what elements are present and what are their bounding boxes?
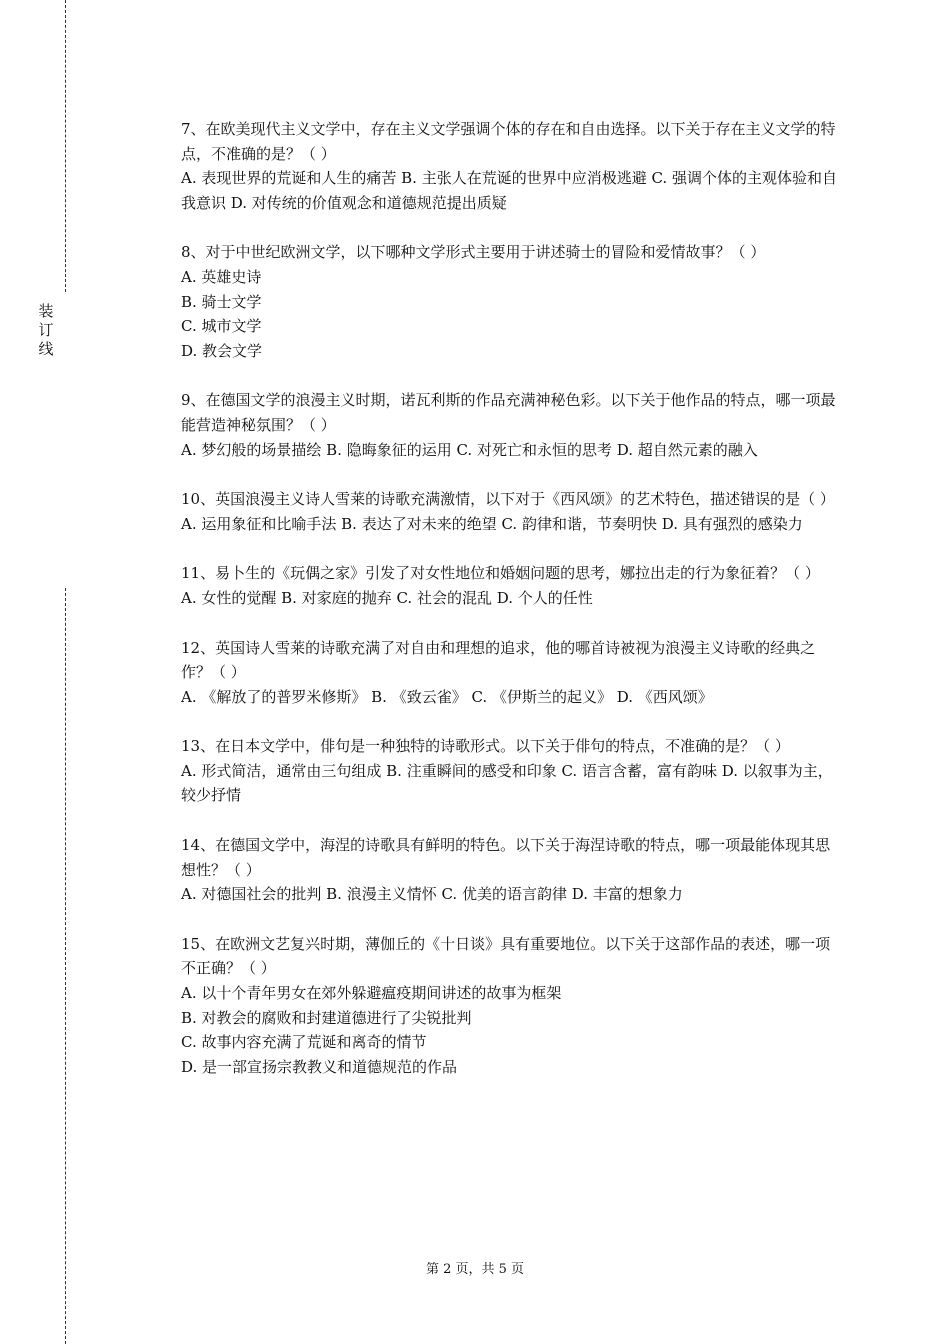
question-11	[181, 561, 841, 610]
question-stem: 9、在德国文学的浪漫主义时期，诺瓦利斯的作品充满神秘色彩。以下关于他作品的特点，哪一项最能营造神秘氛围？（ ）	[181, 391, 836, 434]
binding-label: 装订线	[38, 302, 54, 358]
question-options: A. 表现世界的荒诞和人生的痛苦 B. 主张人在荒诞的世界中应消极逃避 C. 强调个体的主观体验和自我意识 D. 对传统的价值观念和道德规范提出质疑	[181, 169, 837, 212]
option-c: C. 城市文学	[181, 317, 262, 336]
question-stem: 15、在欧洲文艺复兴时期，薄伽丘的《十日谈》具有重要地位。以下关于这部作品的表述，哪一项不正确？（ ）	[181, 934, 831, 978]
option-a: A. 英雄史诗	[181, 267, 262, 286]
question-stem: 14、在德国文学中，海涅的诗歌具有鲜明的特色。以下关于海涅诗歌的特点，哪一项最能体现其思想性？（ ）	[181, 836, 831, 879]
question-options: A. 对德国社会的批判 B. 浪漫主义情怀 C. 优美的语言韵律 D. 丰富的想象力	[181, 885, 683, 904]
binding-dashed-line-top	[65, 0, 66, 292]
option-b: B. 骑士文学	[181, 292, 262, 311]
question-options: A. 女性的觉醒 B. 对家庭的抛弃 C. 社会的混乱 D. 个人的任性	[181, 588, 593, 607]
question-options: A. 梦幻般的场景描绘 B. 隐晦象征的运用 C. 对死亡和永恒的思考 D. 超自然元素的融入	[181, 440, 758, 459]
question-9	[181, 388, 841, 462]
question-13	[181, 734, 841, 808]
page-number-footer: 第 2 页，共 5 页	[425, 1262, 525, 1277]
question-12	[181, 636, 841, 710]
question-stem: 12、英国诗人雪莱的诗歌充满了对自由和理想的追求，他的哪首诗被视为浪漫主义诗歌的经典之作？（ ）	[181, 638, 816, 682]
question-8	[181, 240, 841, 363]
option-c: C. 故事内容充满了荒诞和离奇的情节	[181, 1033, 427, 1052]
option-a: A. 以十个青年男女在郊外躲避瘟疫期间讲述的故事为框架	[181, 984, 562, 1003]
question-options: A. 《解放了的普罗米修斯》 B. 《致云雀》 C. 《伊斯兰的起义》 D. 《西风颂》	[181, 687, 713, 706]
option-d: D. 是一部宣扬宗教教义和道德规范的作品	[181, 1057, 458, 1076]
question-10	[181, 487, 841, 536]
question-stem: 11、易卜生的《玩偶之家》引发了对女性地位和婚姻问题的思考，娜拉出走的行为象征着？（ ）	[181, 564, 820, 583]
question-15	[181, 932, 841, 1080]
question-7	[181, 117, 841, 215]
question-options: A. 运用象征和比喻手法 B. 表达了对未来的绝望 C. 韵律和谐，节奏明快 D. 具有强烈的感染力	[181, 514, 803, 533]
binding-dashed-line-bottom	[65, 588, 66, 1344]
question-stem: 13、在日本文学中，俳句是一种独特的诗歌形式。以下关于俳句的特点，不准确的是？（ ）	[181, 737, 790, 756]
question-14	[181, 833, 841, 907]
option-d: D. 教会文学	[181, 341, 263, 360]
question-list	[181, 117, 841, 1104]
option-b: B. 对教会的腐败和封建道德进行了尖锐批判	[181, 1008, 472, 1027]
question-stem: 8、对于中世纪欧洲文学，以下哪种文学形式主要用于讲述骑士的冒险和爱情故事？（ ）	[181, 243, 766, 262]
question-stem: 7、在欧美现代主义文学中，存在主义文学强调个体的存在和自由选择。以下关于存在主义文学的特点，不准确的是？（ ）	[181, 120, 836, 163]
question-stem: 10、英国浪漫主义诗人雪莱的诗歌充满激情，以下对于《西风颂》的艺术特色，描述错误的是（ ）	[181, 490, 835, 509]
question-options: A. 形式简洁，通常由三句组成 B. 注重瞬间的感受和印象 C. 语言含蓄，富有韵味 D. 以叙事为主，较少抒情	[181, 761, 833, 805]
